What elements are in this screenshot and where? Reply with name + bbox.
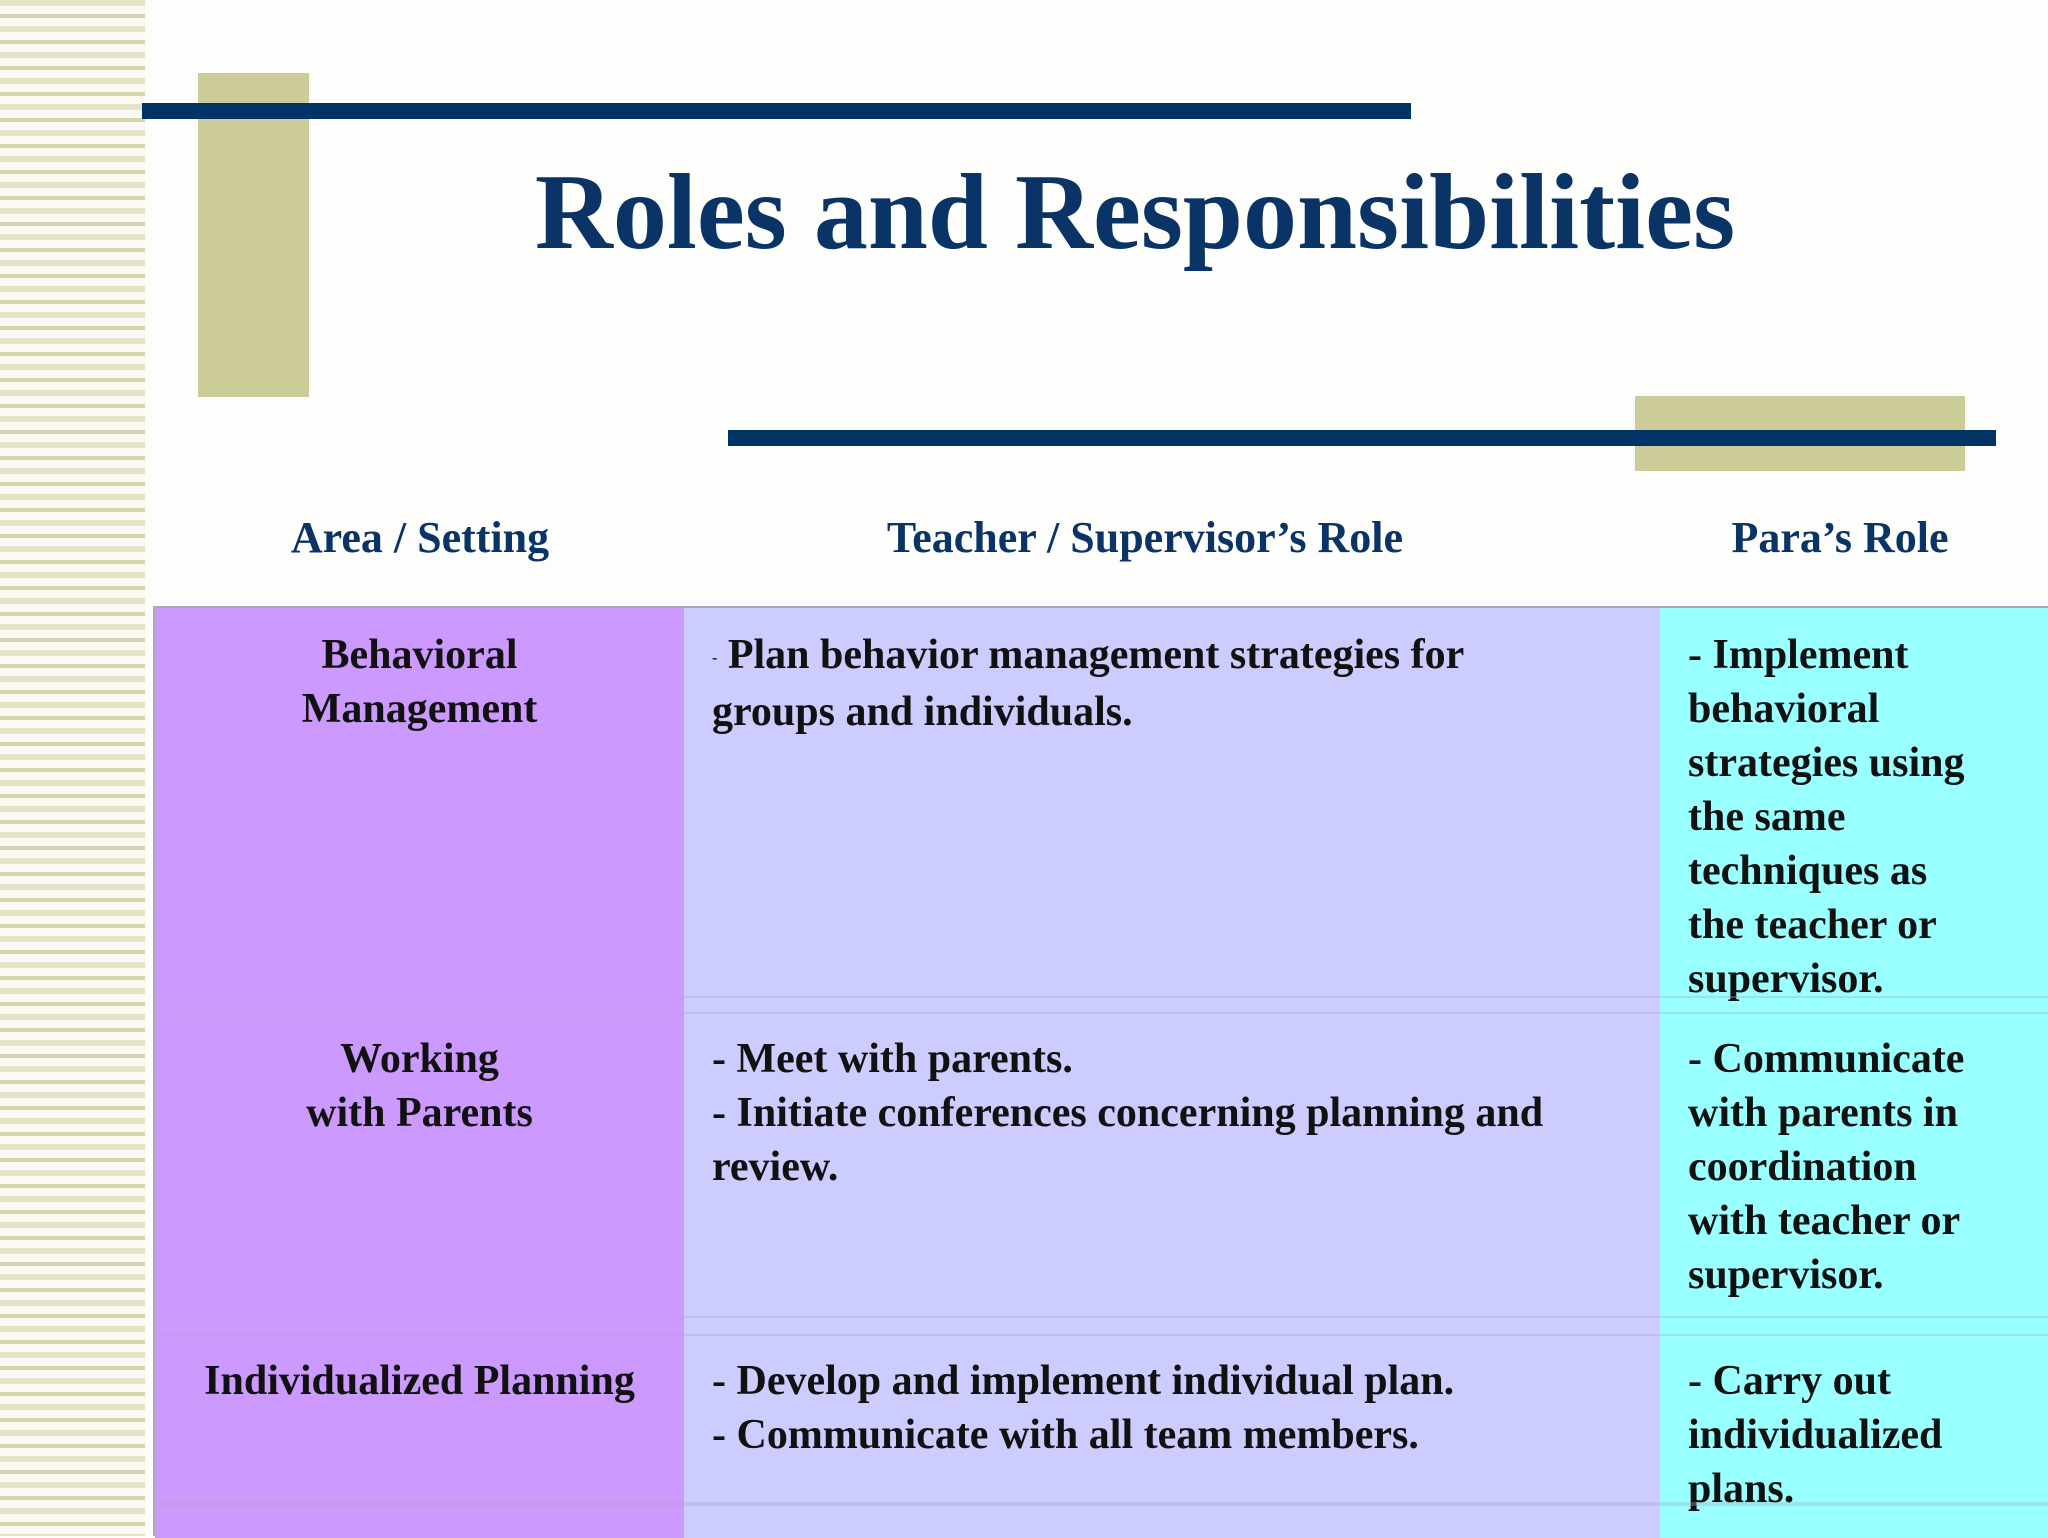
cell-line: supervisor.	[1688, 956, 1884, 1002]
row-divider	[155, 1012, 2048, 1014]
cell-line: the teacher or	[1688, 902, 1937, 948]
cell-line: - Meet with parents.	[712, 1036, 1073, 1082]
cell-line: Working	[340, 1036, 499, 1082]
cell-line: techniques as	[1688, 848, 1928, 894]
table-cell-area	[155, 608, 684, 1012]
bullet-dash: -	[712, 649, 718, 667]
roles-table	[153, 606, 2048, 1536]
row-divider	[155, 1334, 2048, 1336]
cell-line: with Parents	[306, 1090, 533, 1136]
slide-title: Roles and Responsibilities	[534, 153, 1736, 272]
navy-bottom-rule	[728, 430, 1996, 446]
column-header-area: Area / Setting	[290, 513, 550, 562]
cell-line: - Implement	[1688, 632, 1909, 678]
cell-line: with teacher or	[1688, 1198, 1961, 1244]
column-header-teacher: Teacher / Supervisor’s Role	[886, 513, 1404, 562]
table-cell-para	[1660, 1012, 2048, 1334]
cell-line: - Initiate conferences concerning planning and	[712, 1090, 1544, 1136]
cell-text: Plan behavior management strategies for	[727, 632, 1465, 678]
cell-line: Management	[301, 686, 538, 732]
cell-line: review.	[712, 1144, 839, 1190]
table-cell-teacher	[684, 1334, 1660, 1538]
cell-line: - Carry out	[1688, 1358, 1891, 1404]
cell-line: supervisor.	[1688, 1252, 1884, 1298]
cell-line: - Communicate	[1688, 1036, 1965, 1082]
cell-line: - Communicate with all team members.	[712, 1412, 1419, 1458]
cell-line: with parents in	[1688, 1090, 1958, 1136]
striped-side-border	[0, 0, 145, 1536]
table-cell-para	[1660, 1334, 2048, 1538]
row-divider	[155, 996, 2048, 998]
cell-line: individualized	[1688, 1412, 1943, 1458]
navy-top-rule	[142, 103, 1411, 119]
cell-line: coordination	[1688, 1144, 1917, 1190]
cell-line: the same	[1688, 794, 1846, 840]
table-cell-area	[155, 1334, 684, 1538]
cell-line: Individualized Planning	[204, 1358, 635, 1404]
table-cell-teacher	[684, 1012, 1660, 1334]
row-divider	[155, 1316, 2048, 1318]
cell-line: strategies using	[1688, 740, 1965, 786]
cell-line	[712, 628, 1642, 685]
cell-line: behavioral	[1688, 686, 1880, 732]
cell-line: Behavioral	[321, 632, 518, 678]
table-cell-teacher	[684, 608, 1660, 1012]
cell-line: plans.	[1688, 1466, 1795, 1512]
cell-line: groups and individuals.	[712, 689, 1133, 736]
cell-line: - Develop and implement individual plan.	[712, 1358, 1455, 1404]
row-divider	[155, 1504, 2048, 1506]
column-header-para: Para’s Role	[1731, 513, 1949, 562]
table-cell-para	[1660, 608, 2048, 1012]
table-cell-area	[155, 1012, 684, 1334]
